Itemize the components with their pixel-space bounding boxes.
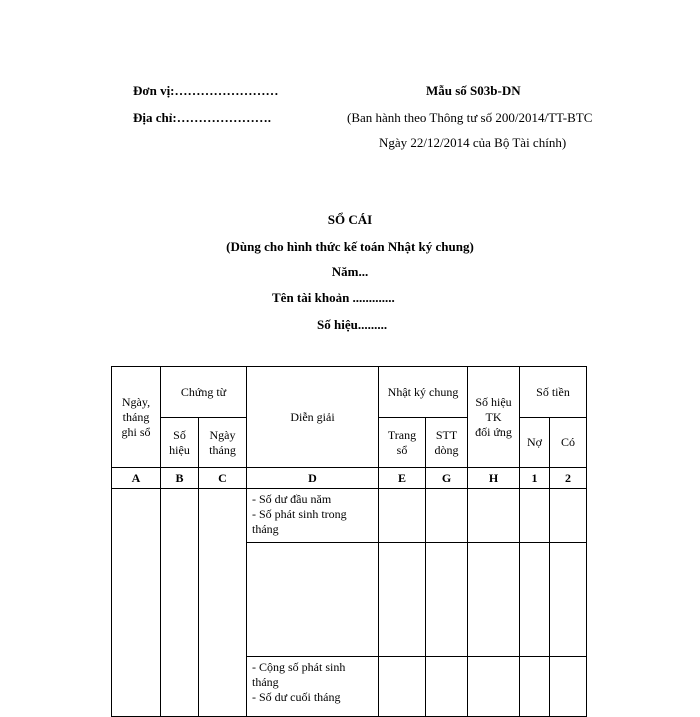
unit-label: Đơn vị:…………………… (133, 83, 279, 98)
letter-cell: E (379, 468, 426, 489)
ledger-table (111, 366, 587, 717)
table-cell (247, 543, 379, 657)
address-label: Địa chỉ:…………………. (133, 110, 271, 125)
group-header-voucher: Chứng từ (161, 367, 247, 418)
year-line: Năm... (331, 264, 369, 279)
table-cell (379, 543, 426, 657)
letter-cell: C (199, 468, 247, 489)
col-header-date: Ngày, tháng ghi sổ (112, 367, 161, 468)
table-cell (199, 489, 247, 717)
letter-cell: 1 (520, 468, 550, 489)
col-header-debit: Nợ (520, 418, 550, 468)
table-cell (550, 657, 587, 717)
letter-cell: A (112, 468, 161, 489)
table-cell (426, 543, 468, 657)
issued-by: (Ban hành theo Thông tư số 200/2014/TT-BTC (347, 110, 593, 125)
col-header-voucher-no: Số hiệu (161, 418, 199, 468)
table-cell (468, 543, 520, 657)
table-cell (112, 489, 161, 717)
table-cell (550, 489, 587, 543)
table-cell (426, 657, 468, 717)
opening-balance-cell: - Số dư đầu năm - Số phát sinh trong tháng (247, 489, 379, 543)
table-cell (520, 489, 550, 543)
table-cell (161, 489, 199, 717)
table-cell (520, 543, 550, 657)
account-number-line: Số hiệu......... (317, 317, 388, 332)
letter-cell: D (247, 468, 379, 489)
table-cell (468, 489, 520, 543)
ledger-subtitle: (Dùng cho hình thức kế toán Nhật ký chung) (226, 239, 474, 254)
col-header-description: Diễn giải (247, 367, 379, 468)
table-cell (426, 489, 468, 543)
letter-cell: G (426, 468, 468, 489)
table-cell (550, 543, 587, 657)
closing-total-cell: - Cộng số phát sinh tháng - Số dư cuối tháng (247, 657, 379, 717)
letter-cell: H (468, 468, 520, 489)
group-header-journal: Nhật ký chung (379, 367, 468, 418)
col-header-counter-account: Số hiệu TK đối ứng (468, 367, 520, 468)
table-cell (520, 657, 550, 717)
col-header-voucher-date: Ngày tháng (199, 418, 247, 468)
table-cell (468, 657, 520, 717)
group-header-amount: Số tiền (520, 367, 587, 418)
col-header-page: Trang sổ (379, 418, 426, 468)
col-header-line: STT dòng (426, 418, 468, 468)
table-cell (379, 489, 426, 543)
account-name-line: Tên tài khoản ............. (272, 290, 395, 305)
letter-cell: B (161, 468, 199, 489)
table-cell (379, 657, 426, 717)
form-code: Mẫu số S03b-DN (426, 83, 521, 98)
issued-date: Ngày 22/12/2014 của Bộ Tài chính) (379, 135, 567, 150)
ledger-title: SỔ CÁI (327, 212, 373, 227)
col-header-credit: Có (550, 418, 587, 468)
letter-cell: 2 (550, 468, 587, 489)
